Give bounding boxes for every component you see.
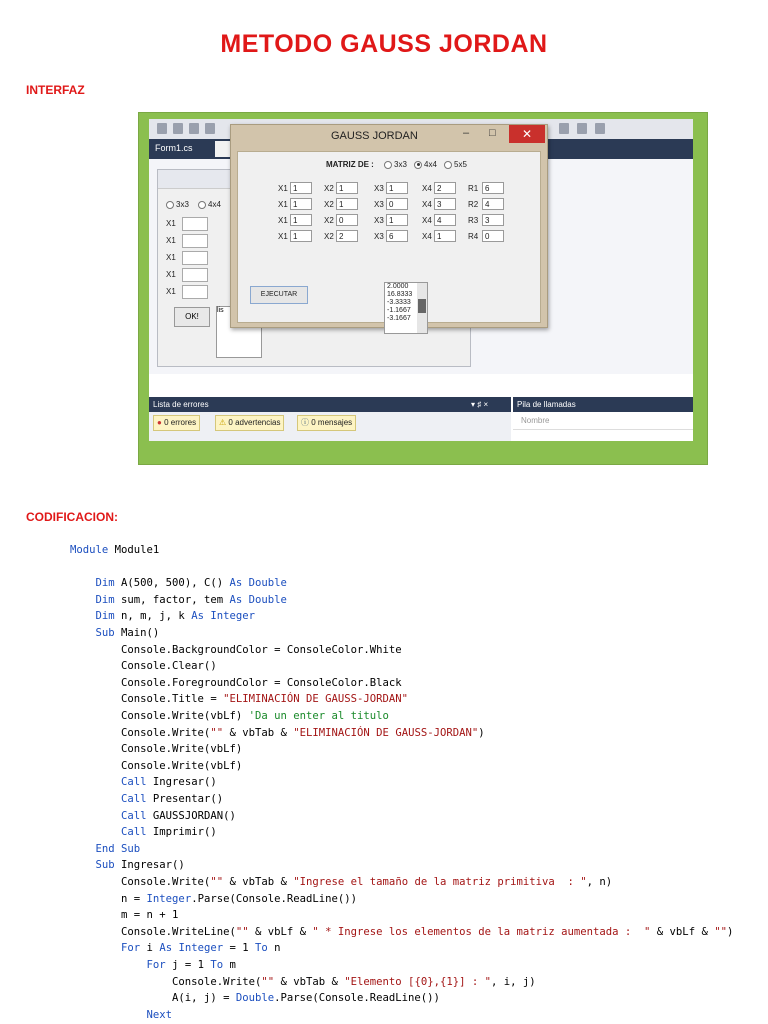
- scroll-thumb[interactable]: [418, 299, 426, 313]
- results-listbox[interactable]: [384, 282, 428, 334]
- code-line: Dim n, m, j, k As Integer: [95, 610, 256, 623]
- toolbar-icon[interactable]: [157, 123, 167, 134]
- matrix-label: X3: [374, 232, 384, 241]
- window-body: [237, 151, 541, 323]
- matrix-input[interactable]: 1: [290, 214, 312, 226]
- matrix-label: X4: [422, 216, 432, 225]
- designer-ok-button[interactable]: OK!: [174, 307, 210, 327]
- code-line: Dim sum, factor, tem As Double: [95, 593, 287, 606]
- code-line: Sub Main(): [95, 627, 160, 639]
- matrix-label: R1: [468, 184, 479, 193]
- matrix-label: X3: [374, 184, 384, 193]
- close-icon[interactable]: ✕: [509, 125, 545, 143]
- designer-radio-3x3[interactable]: 3x3: [166, 200, 189, 209]
- code-line: Console.Write(vbLf): [70, 759, 243, 772]
- code-line: Console.BackgroundColor = ConsoleColor.White: [70, 643, 402, 656]
- result-item[interactable]: 2.0000: [387, 283, 409, 290]
- section-codificacion: CODIFICACION:: [26, 510, 118, 524]
- code-line: Call Imprimir(): [121, 826, 217, 839]
- designer-x-label: X1: [166, 236, 176, 245]
- code-line: Call GAUSSJORDAN(): [121, 809, 236, 822]
- code-line: Dim A(500, 500), C() As Double: [95, 577, 287, 590]
- matrix-input[interactable]: 0: [482, 230, 504, 242]
- matrix-input[interactable]: 1: [336, 198, 358, 210]
- errors-filter-button[interactable]: ● 0 errores: [153, 415, 200, 431]
- matrix-input[interactable]: 6: [386, 230, 408, 242]
- toolbar-icon[interactable]: [559, 123, 569, 134]
- gauss-jordan-window: [230, 124, 548, 328]
- matrix-label: X2: [324, 200, 334, 209]
- code-line: For i As Integer = 1 To n: [121, 942, 281, 955]
- matrix-input[interactable]: 2: [336, 230, 358, 242]
- matrix-label: X2: [324, 184, 334, 193]
- window-title: GAUSS JORDAN: [331, 130, 418, 142]
- code-line: Console.Title = "ELIMINACIÓN DE GAUSS-JORDAN": [70, 693, 409, 706]
- code-line: Console.WriteLine("" & vbLf & " * Ingrese los elementos de la matriz aumentada : " & vbLf & ""): [70, 925, 734, 938]
- matrix-input[interactable]: 1: [386, 182, 408, 194]
- designer-input[interactable]: [182, 251, 208, 265]
- designer-x-label: X1: [166, 253, 176, 262]
- matrix-label: X2: [324, 232, 334, 241]
- designer-radio-4x4[interactable]: 4x4: [198, 200, 221, 209]
- matrix-label: X2: [324, 216, 334, 225]
- matrix-label: X4: [422, 184, 432, 193]
- matrix-input[interactable]: 1: [290, 198, 312, 210]
- results-scrollbar[interactable]: [417, 283, 427, 333]
- designer-input[interactable]: [182, 234, 208, 248]
- code-line: For j = 1 To m: [146, 959, 236, 971]
- error-list-header: Lista de errores ▾ ♯ ×: [149, 397, 511, 412]
- designer-x-label: X1: [166, 270, 176, 279]
- matrix-input[interactable]: 1: [434, 230, 456, 242]
- page-title: METODO GAUSS JORDAN: [220, 30, 548, 58]
- matrix-input[interactable]: 1: [290, 182, 312, 194]
- code-line: Console.Clear(): [70, 660, 217, 673]
- result-item[interactable]: 16.8333: [387, 291, 413, 298]
- code-line: Console.Write(vbLf): [70, 743, 243, 756]
- code-line: Console.Write("" & vbTab & "Ingrese el tamaño de la matriz primitiva : ", n): [70, 876, 613, 888]
- matrix-label: R3: [468, 216, 479, 225]
- toolbar-icon[interactable]: [595, 123, 605, 134]
- code-line: Call Ingresar(): [121, 776, 217, 789]
- code-line: n = Integer.Parse(Console.ReadLine()): [70, 892, 358, 905]
- matrix-label: X1: [278, 200, 288, 209]
- radio-3x3[interactable]: 3x3: [384, 160, 407, 169]
- execute-button[interactable]: EJECUTAR: [250, 286, 308, 304]
- matrix-input[interactable]: 1: [336, 182, 358, 194]
- result-item[interactable]: -3.3333: [387, 299, 411, 306]
- panel-pin-icon[interactable]: ▾ ♯ ×: [471, 400, 489, 409]
- designer-input[interactable]: [182, 217, 208, 231]
- minimize-icon[interactable]: –: [463, 127, 470, 139]
- warnings-filter-button[interactable]: ⚠ 0 advertencias: [215, 415, 284, 431]
- toolbar-icon[interactable]: [577, 123, 587, 134]
- code-line: A(i, j) = Double.Parse(Console.ReadLine()): [70, 992, 440, 1005]
- maximize-icon[interactable]: □: [489, 127, 496, 139]
- radio-5x5[interactable]: 5x5: [444, 160, 467, 169]
- messages-filter-button[interactable]: ⓘ 0 mensajes: [297, 415, 356, 431]
- call-stack-panel: [513, 397, 693, 441]
- result-item[interactable]: -1.1667: [387, 307, 411, 314]
- result-item[interactable]: -3.1667: [387, 315, 411, 322]
- toolbar-icon[interactable]: [189, 123, 199, 134]
- code-line: Console.ForegroundColor = ConsoleColor.Black: [70, 676, 402, 689]
- code-line: Next: [146, 1008, 173, 1021]
- toolbar-icon[interactable]: [173, 123, 183, 134]
- matrix-size-label: MATRIZ DE :: [326, 160, 374, 169]
- matrix-label: X3: [374, 200, 384, 209]
- call-stack-name-column: Nombre: [513, 412, 693, 430]
- matrix-label: X1: [278, 232, 288, 241]
- code-line: Console.Write(vbLf) 'Da un enter al titulo: [70, 710, 389, 722]
- matrix-label: X3: [374, 216, 384, 225]
- matrix-label: X4: [422, 232, 432, 241]
- matrix-input[interactable]: 4: [482, 198, 504, 210]
- matrix-label: X4: [422, 200, 432, 209]
- tab-form1[interactable]: Form1.cs: [155, 143, 193, 153]
- designer-input[interactable]: [182, 285, 208, 299]
- toolbar-icon[interactable]: [205, 123, 215, 134]
- code-line: Console.Write("" & vbTab & "ELIMINACIÓN DE GAUSS-JORDAN"): [70, 726, 485, 739]
- call-stack-header: Pila de llamadas: [513, 397, 693, 412]
- matrix-label: X1: [278, 216, 288, 225]
- code-line: End Sub: [95, 842, 141, 855]
- error-list-panel: [149, 397, 511, 441]
- matrix-input[interactable]: 1: [386, 214, 408, 226]
- matrix-label: X1: [278, 184, 288, 193]
- designer-x-label: X1: [166, 287, 176, 296]
- matrix-input[interactable]: 0: [336, 214, 358, 226]
- matrix-input[interactable]: 6: [482, 182, 504, 194]
- section-interfaz: INTERFAZ: [26, 83, 85, 97]
- designer-input[interactable]: [182, 268, 208, 282]
- code-line: Call Presentar(): [121, 793, 224, 805]
- designer-x-label: X1: [166, 219, 176, 228]
- designer-listbox[interactable]: lis: [216, 306, 262, 358]
- matrix-input[interactable]: 3: [482, 214, 504, 226]
- matrix-label: R2: [468, 200, 479, 209]
- code-line: Module Module1: [70, 544, 160, 556]
- matrix-label: R4: [468, 232, 479, 241]
- matrix-input[interactable]: 2: [434, 182, 456, 194]
- code-line: Console.Write("" & vbTab & "Elemento [{0},{1}] : ", i, j): [70, 975, 536, 988]
- code-line: Sub Ingresar(): [95, 859, 185, 872]
- window-titlebar: [231, 125, 547, 147]
- matrix-input[interactable]: 0: [386, 198, 408, 210]
- matrix-input[interactable]: 3: [434, 198, 456, 210]
- code-line: m = n + 1: [70, 909, 179, 922]
- radio-4x4[interactable]: 4x4: [414, 160, 437, 169]
- matrix-input[interactable]: 1: [290, 230, 312, 242]
- matrix-input[interactable]: 4: [434, 214, 456, 226]
